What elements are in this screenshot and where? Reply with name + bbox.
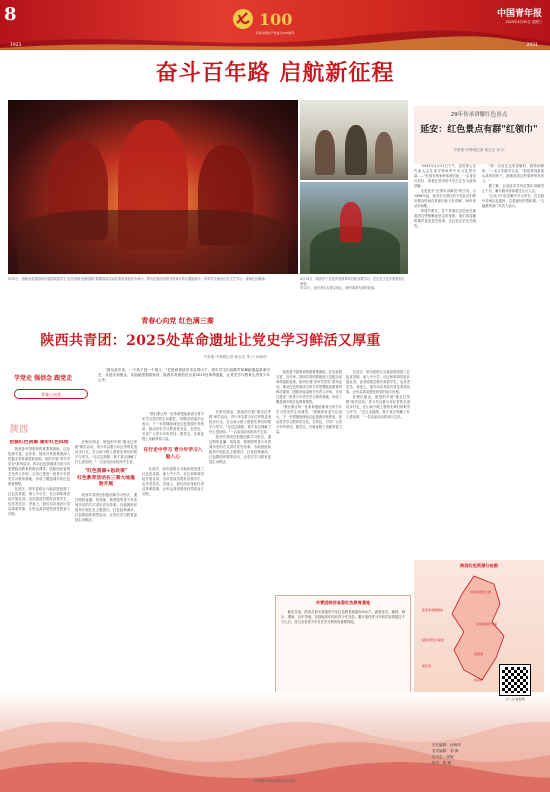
- subhead-2: "红色资源+思政课" 红色教育活动在三秦大地蓬勃开展: [77, 469, 135, 487]
- subhead-3: 在行走中学习 青少年学习入脑入心: [143, 448, 203, 460]
- main-body-col6: 在延安，团市委联合当地高校组建了红色宣讲团，深入中小学、社区和革命旧址开展宣讲。宣讲团成员既有高校学生，也有老党员、老战士，他们用亲身经历讲述革命故事，让听众真切感受到党的奋斗历程。 在铜川照金，团组织开展"重走红军路"研学活动，青少年沿着当年红军的足迹徒步行走，在山间小路上感悟先辈们的艰辛与坚守。"走过这段路，我才真正理解了什么是信仰。"一名参加活动的高中生说。: [346, 370, 410, 419]
- main-body-col3: "我们要让每一处革命遗址都成为青少年学习党史的生动课堂。"团陕西省委书记表示，下一步将继续深化红色资源开发利用，推动党史学习教育常态化、长效化，引导广大青少年听党话、跟党走，在新征程上贡献青春力量。 在行走中学习 青少年学习入脑入心 在延安，团市委联合当地高校组建了红色宣讲团，深入中小学、社区和革命旧址开展宣讲。宣讲团成员既有高校学生，也有老党员、老战士，他们用亲身经历讲述革命故事，让听众真切感受到党的奋斗历程。: [142, 412, 204, 496]
- newspaper-brand: 中国青年报: [496, 9, 542, 19]
- info-panel-title: 共青团陕西省委红色教育基地: [315, 600, 371, 605]
- map-label: 梁家河: [422, 664, 432, 668]
- main-article-byline: 中青报·中青网记者 杨宝光 李 川 孙海华: [203, 355, 267, 359]
- main-article-lead: "我从延安来，一个孩子到一个战士。"在陕西省延安市宝塔山下，青年学生们用歌声和舞蹈重温革命历史。从延安到照金，从南泥湾到梁家河，陕西共青团依托全省2025处革命遗址，让党史学习教育走进青少年心中。: [98, 368, 270, 383]
- editor-credits: [432, 742, 461, 766]
- right-article-body-col1: "1945年4月23日下午，党的第七次代表大会在延安杨家岭中央大礼堂开幕……"在延安杨家岭革命旧址，一名身穿白衬衫、系着红领巾的小学生正在为游客讲解。 这是延安"红领巾讲解员"的日常。自1996年起，延安市宝塔区的少先队员们利用课余时间在革命旧址义务讲解，29年来从未间断。 每逢节假日，各个革命纪念馆里总能看到这些稚嫩而坚定的身影。他们用清脆的童声讲述党史故事，让红色记忆代代相传。: [414, 164, 476, 228]
- campaign-slogan: 学党史 强信念 跟党走: [14, 375, 73, 382]
- main-body-col2: 在铜川照金，团组织开展"重走红军路"研学活动，青少年沿着当年红军的足迹徒步行走，在山间小路上感悟先辈们的艰辛与坚守。"走过这段路，我才真正理解了什么是信仰。"一名参加活动的高中生说。 "红色资源+思政课" 红色教育活动在三秦大地蓬勃开展 陕西共青团还积极创新学习形式，通过网络直播、短视频、情景剧等青少年喜闻乐见的方式讲好党史故事。各地团组织组织开展红色主题团日、红色经典诵读、红色歌曲传唱等活动，让党史学习教育更加生动鲜活。: [75, 440, 137, 522]
- qr-code[interactable]: [500, 665, 530, 695]
- right-photos-caption: 4月12日，陕西学子在延安枣园革命旧址参观学习，在红色文化中感悟初心使命。 5月2日，延安青年参观宝塔山，聆听革命先辈的故事。: [300, 277, 405, 291]
- campaign-badge: [10, 365, 92, 413]
- students-visit-photo: [300, 182, 408, 274]
- main-body-col1: 挖掘红色资源 建好红色阵地 陕西是中国革命的重要策源地，红色资源丰富。近年来，陕西共青团系统深入挖掘全省革命遗址资源，组织开展"青年学党史"系列活动，推动红色资源成为青少年思想政治教育的鲜活课堂。团陕西省委相关负责人介绍，全省已建成一批青少年党史学习教育基地，形成了覆盖城乡的红色教育网络。 在延安，团市委联合当地高校组建了红色宣讲团，深入中小学、社区和革命旧址开展宣讲。宣讲团成员既有高校学生，也有老党员、老战士，他们用亲身经历讲述革命故事，让听众真切感受到党的奋斗历程。: [8, 440, 70, 516]
- svg-text:100: 100: [259, 10, 293, 29]
- stage-photo-caption: 5月2日，团陕西省委组织开展的陕西学生"红色资源·创意思政"网课巡讲活动在陕西省延安市举行。图为在陕西省图书馆举行的专题展演中，青年学生演出红色文艺节目，传承红色精神。: [8, 277, 268, 281]
- campaign-tag: 青春心向党: [14, 389, 88, 399]
- map-label: 扶眉战役纪念馆: [476, 622, 498, 626]
- region-watermark: 陕西: [10, 425, 29, 435]
- page-number: 8: [4, 4, 17, 25]
- map-label: 延安革命纪念地: [470, 590, 492, 594]
- right-article-title: 延安：红色景点有群"红领巾": [420, 125, 538, 135]
- issue-date: 2025年4月30日 星期三: [505, 20, 542, 24]
- qr-label: 扫一扫 看视频: [505, 697, 525, 701]
- year-end: 2021: [526, 43, 538, 48]
- map-label: 照金革命根据地: [422, 608, 444, 612]
- right-article-byline: 中青报·中青网记者 杨宝光 李 川: [453, 148, 505, 152]
- map-label: 南泥湾: [474, 652, 484, 656]
- subhead-1: 挖掘红色资源 建好红色阵地: [9, 440, 69, 445]
- map-title: 陕西红色资源分布图: [460, 563, 498, 568]
- editor-line: 责任编辑：孙海华: [432, 743, 461, 747]
- main-body-col4: 在铜川照金，团组织开展"重走红军路"研学活动，青少年沿着当年红军的足迹徒步行走，在山间小路上感悟先辈们的艰辛与坚守。"走过这段路，我才真正理解了什么是信仰。"一名参加活动的高中生说。 陕西共青团还积极创新学习形式，通过网络直播、短视频、情景剧等青少年喜闻乐见的方式讲好党史故事。各地团组织组织开展红色主题团日、红色经典诵读、红色歌曲传唱等活动，让党史学习教育更加生动鲜活。: [209, 410, 271, 464]
- right-article-body-col2: "第一次站在这里讲解时，我特别紧张。"一名五年级学生说，"但是看到游客认真听的样子，我就觉得这件事特别有意义。" 据了解，目前延安共有红领巾讲解员上千名，累计服务游客超过百万人次。 "让孩子们在讲解中学习党史，在实践中传承红色基因，这是最好的思政课。"当地教育部门负责人表示。: [482, 164, 544, 208]
- main-article-kicker: 青春心向党 红色满三秦: [141, 316, 214, 325]
- photo-credit-footer: （本版图片均由团陕西省委提供）: [251, 779, 299, 783]
- year-start: 1921: [10, 43, 22, 48]
- centenary-emblem: [225, 5, 325, 37]
- masthead: [0, 0, 550, 50]
- wave-pattern-graphic: [0, 692, 550, 792]
- editor-line: 校对：程 稿: [432, 761, 452, 765]
- decorative-waves: [0, 692, 550, 792]
- main-article-title: 陕西共青团：2025处革命遗址让党史学习鲜活又厚重: [40, 333, 381, 349]
- map-label: 八路军西安办事处: [420, 638, 445, 642]
- slogan-banner: [0, 50, 550, 96]
- emblem-caption: 庆祝中国共产党成立100周年: [255, 31, 295, 35]
- editor-line: 实习生：张敏: [432, 755, 454, 759]
- historic-site-photo: [300, 100, 408, 180]
- education-base-panel: [275, 595, 411, 700]
- info-panel-text: 截至目前，陕西共命名省级青少年红色教育基地200余个，涵盖延安、榆林、铜川、渭南、汉中等地。各基地常年面向青少年开放，累计接待青少年研学参观超过千万人次，成为全省青少年党史学习教育的重要阵地。: [281, 610, 405, 624]
- map-label: 杨家岭: [474, 678, 484, 682]
- right-article-kicker: 29年传承讲解红色景点: [450, 112, 508, 118]
- editor-line: 美术编辑：李 海: [432, 749, 459, 753]
- main-body-col5: 陕西是中国革命的重要策源地，红色资源丰富。近年来，陕西共青团系统深入挖掘全省革命遗址资源，组织开展"青年学党史"系列活动，推动红色资源成为青少年思想政治教育的鲜活课堂。团陕西省委相关负责人介绍，全省已建成一批青少年党史学习教育基地，形成了覆盖城乡的红色教育网络。 "我们要让每一处革命遗址都成为青少年学习党史的生动课堂。"团陕西省委书记表示，下一步将继续深化红色资源开发利用，推动党史学习教育常态化、长效化，引导广大青少年听党话、跟党走，在新征程上贡献青春力量。: [276, 370, 342, 434]
- stage-performance-photo: [8, 100, 298, 274]
- page-slogan: 奋斗百年路 启航新征程: [155, 60, 395, 86]
